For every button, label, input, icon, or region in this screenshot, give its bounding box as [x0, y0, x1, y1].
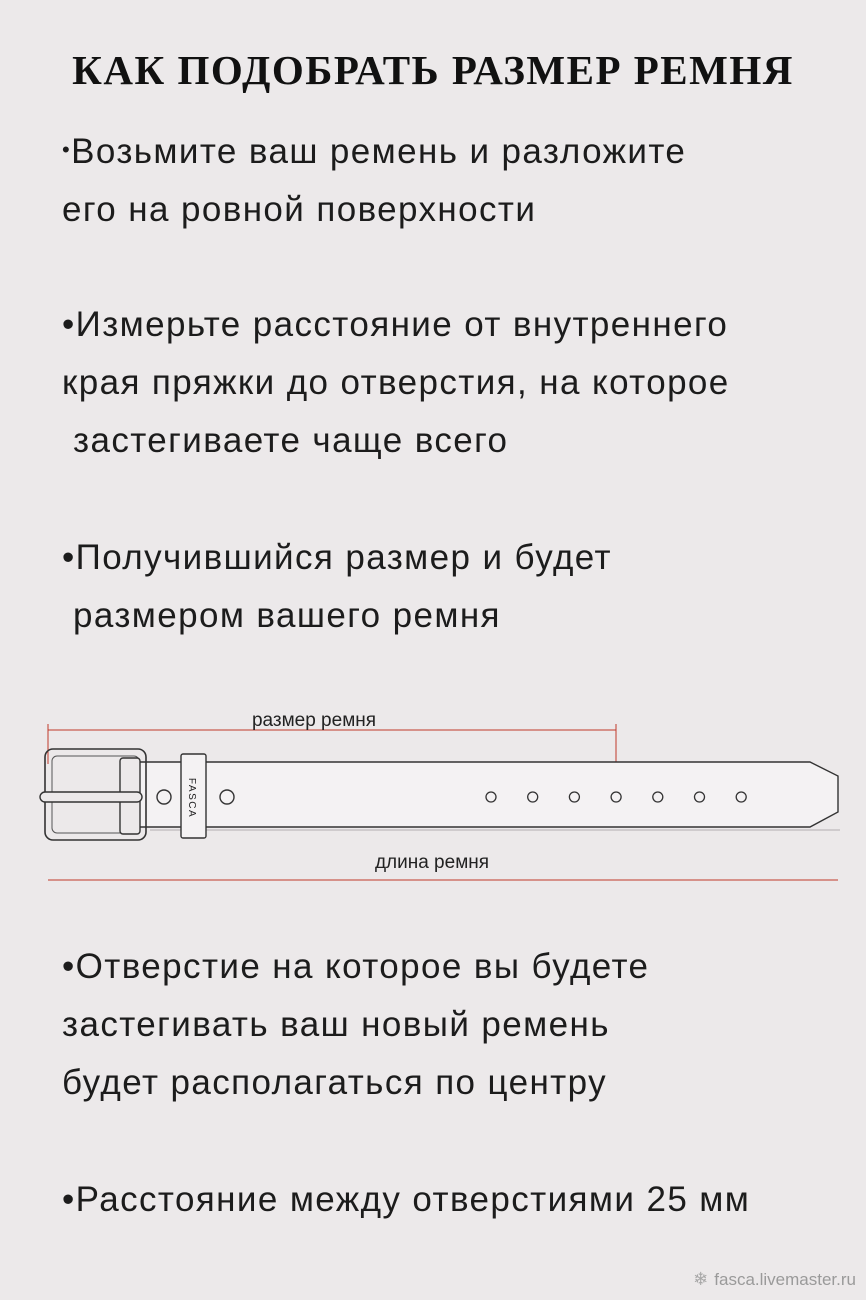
step-1-line-1	[62, 121, 686, 181]
keeper-brand: FASCA	[186, 777, 197, 819]
step-1	[62, 121, 686, 239]
step-1-line-2: его на ровной поверхности	[62, 190, 537, 229]
step-5	[62, 1171, 750, 1229]
bullet: •	[62, 137, 72, 162]
snowflake-icon: ❄	[693, 1269, 709, 1289]
step-4	[62, 938, 649, 1112]
belt-strap	[138, 762, 838, 827]
step-4-line-2: застегивать ваш новый ремень	[62, 1005, 610, 1044]
step-2-line-2: края пряжки до отверстия, на которое	[62, 363, 730, 402]
footer-watermark	[693, 1269, 856, 1290]
step-3-line-2: размером вашего ремня	[73, 596, 501, 635]
step-2	[62, 296, 730, 470]
step-4-line-3: будет располагаться по центру	[62, 1063, 607, 1102]
step-4-line-1: •Отверстие на которое вы будете	[62, 947, 650, 986]
step-2-line-1: •Измерьте расстояние от внутреннего	[62, 305, 729, 344]
buckle-prong	[40, 792, 142, 802]
belt-diagram	[0, 690, 866, 890]
step-2-line-3: застегиваете чаще всего	[73, 421, 509, 460]
size-label: размер ремня	[251, 710, 377, 731]
length-label: длина ремня	[374, 852, 490, 873]
footer-text: fasca.livemaster.ru	[714, 1269, 856, 1289]
step-3-line-1: •Получившийся размер и будет	[62, 538, 612, 577]
step-5-line-1: •Расстояние между отверстиями 25 мм	[62, 1180, 751, 1219]
step-3	[62, 529, 612, 645]
step-text: Возьмите ваш ремень и разложите	[71, 132, 687, 171]
page-title: КАК ПОДОБРАТЬ РАЗМЕР РЕМНЯ	[72, 47, 794, 93]
